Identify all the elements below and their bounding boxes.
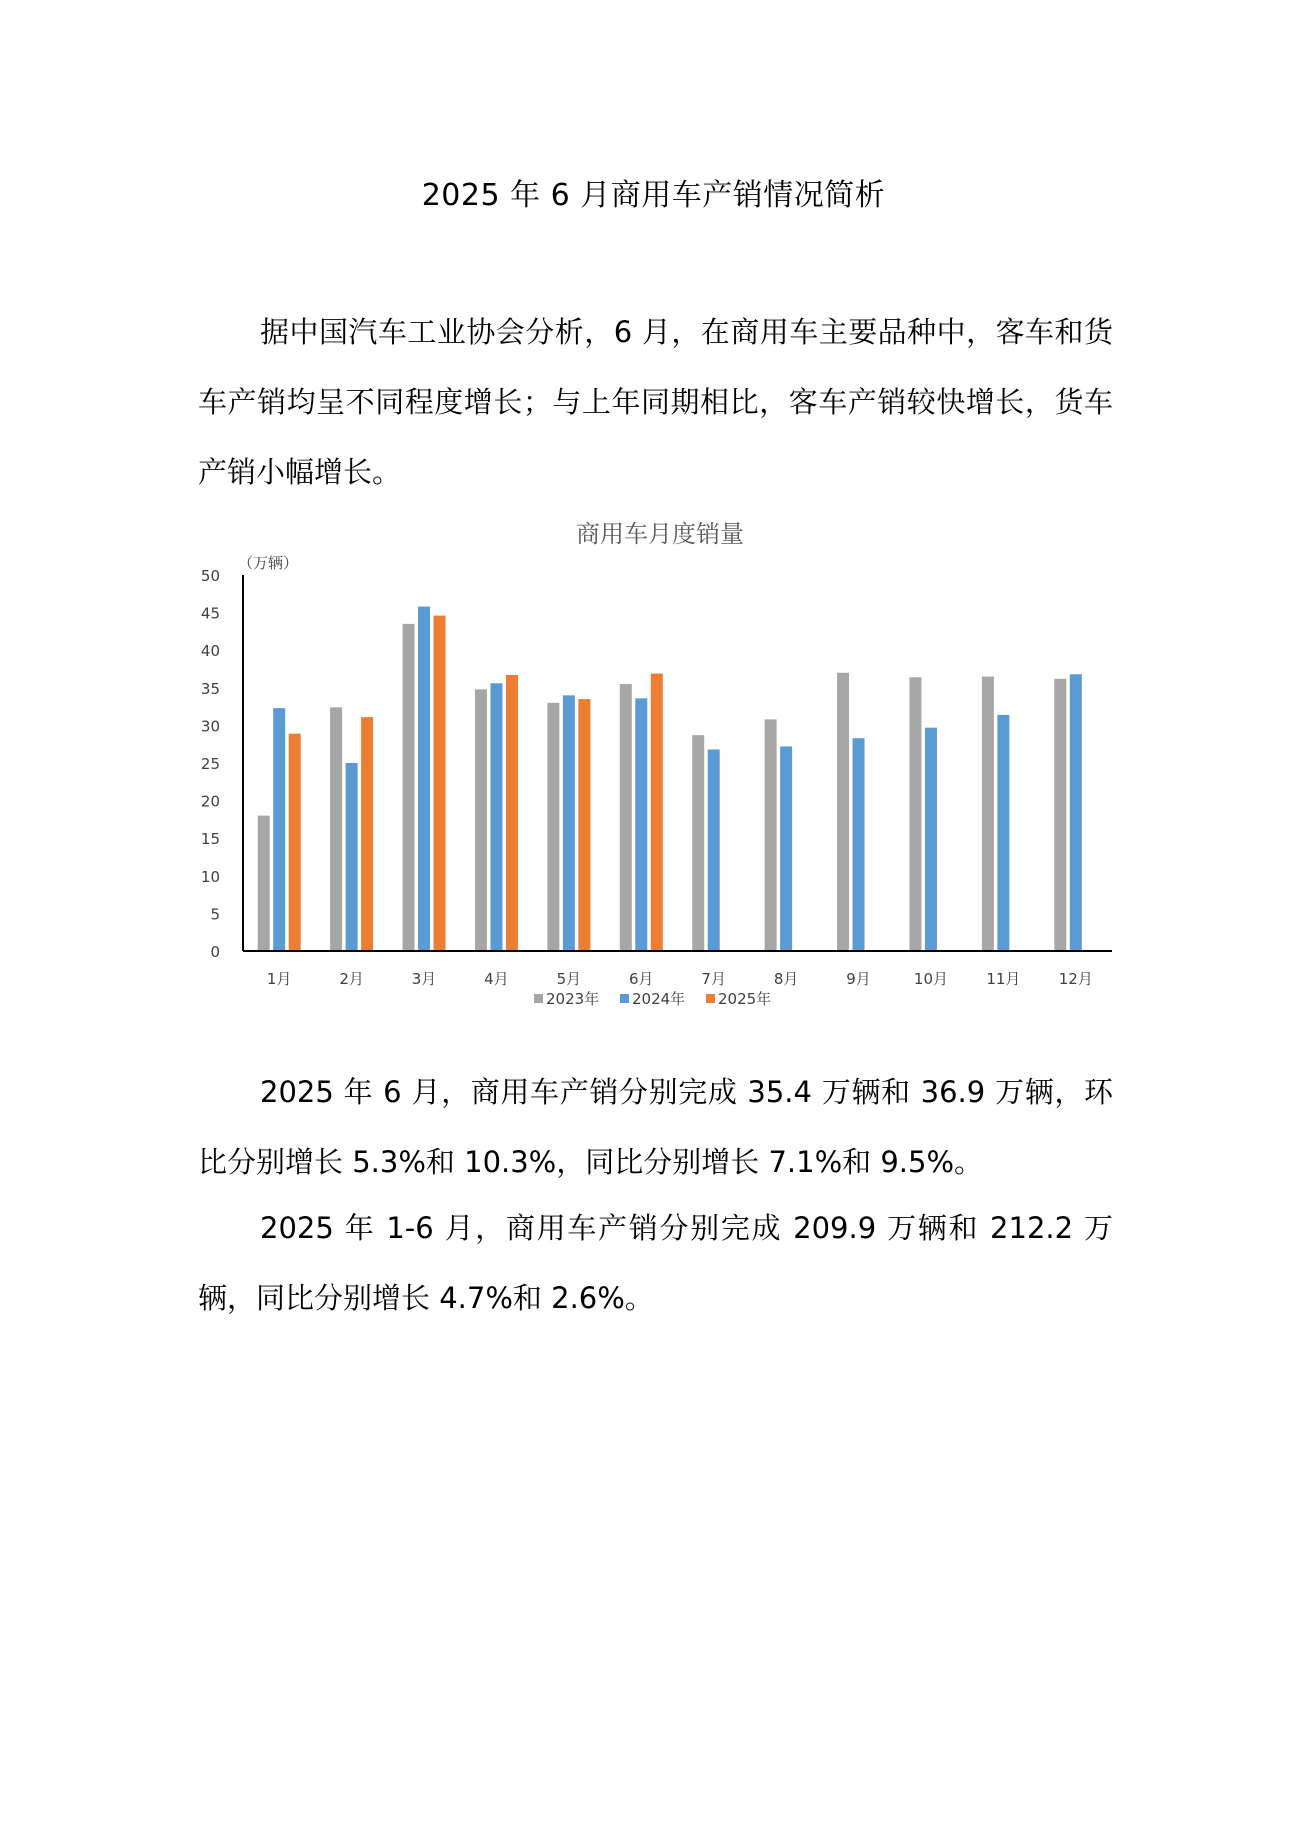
y-tick-label: 20 — [200, 792, 220, 811]
y-tick-label: 40 — [200, 642, 220, 661]
x-tick-label: 2月 — [339, 970, 364, 988]
legend-swatch — [620, 994, 629, 1003]
bar-2023年-11月 — [982, 677, 994, 951]
bar-2024年-10月 — [925, 728, 937, 951]
bar-2024年-1月 — [273, 708, 285, 951]
intro-paragraph: 据中国汽车工业协会分析，6 月，在商用车主要品种中，客车和货车产销均呈不同程度增长；与上年同期相比，客车产销较快增长，货车产销小幅增长。 — [198, 315, 1113, 489]
bar-2024年-6月 — [635, 698, 647, 951]
x-tick-label: 10月 — [913, 970, 949, 988]
chart-title: 商用车月度销量 — [576, 520, 744, 548]
bar-2024年-2月 — [346, 763, 358, 951]
y-tick-label: 10 — [200, 867, 220, 886]
bar-2023年-3月 — [403, 624, 415, 951]
x-tick-label: 11月 — [986, 970, 1021, 988]
bar-2023年-9月 — [837, 673, 849, 951]
bar-2023年-12月 — [1054, 679, 1066, 951]
y-tick-label: 5 — [210, 905, 220, 924]
legend-label: 2023年 — [546, 990, 600, 1008]
bar-2023年-2月 — [330, 707, 342, 951]
x-tick-label: 1月 — [266, 970, 292, 988]
x-tick-label: 4月 — [484, 970, 509, 988]
bar-2024年-3月 — [418, 607, 430, 951]
bar-series-group — [258, 607, 1082, 951]
y-axis-ticks — [201, 567, 220, 961]
legend-swatch — [534, 994, 543, 1003]
bar-2025年-4月 — [506, 675, 518, 951]
y-tick-label: 0 — [210, 943, 220, 961]
x-tick-label: 3月 — [411, 970, 437, 988]
x-tick-label: 5月 — [556, 970, 582, 988]
bar-2025年-6月 — [651, 674, 663, 951]
legend-label: 2025年 — [718, 990, 772, 1008]
bar-2025年-2月 — [361, 717, 373, 951]
bar-2025年-5月 — [578, 699, 590, 951]
bar-2025年-3月 — [434, 616, 446, 951]
bar-2024年-11月 — [997, 715, 1009, 951]
bar-2024年-12月 — [1070, 674, 1082, 951]
bar-2023年-6月 — [620, 684, 632, 951]
y-tick-label: 35 — [200, 679, 220, 698]
y-tick-label: 50 — [200, 567, 220, 585]
x-tick-label: 7月 — [701, 970, 726, 988]
bar-2024年-8月 — [780, 746, 792, 951]
legend-swatch — [706, 994, 715, 1003]
bar-2024年-5月 — [563, 695, 575, 951]
bar-2024年-4月 — [490, 683, 502, 951]
y-tick-label: 25 — [200, 755, 220, 773]
june-summary-paragraph: 2025 年 6 月，商用车产销分别完成 35.4 万辆和 36.9 万辆，环比分别增长 5.3%和 10.3%，同比分别增长 7.1%和 9.5%。 — [198, 1075, 1113, 1179]
x-axis-labels — [267, 970, 1093, 988]
bar-2025年-1月 — [289, 734, 301, 951]
legend-label: 2024年 — [632, 990, 686, 1008]
x-tick-label: 9月 — [846, 970, 871, 988]
bar-2023年-7月 — [692, 735, 704, 951]
bar-2024年-7月 — [708, 749, 720, 951]
x-tick-label: 12月 — [1058, 970, 1093, 988]
y-tick-label: 15 — [200, 830, 220, 849]
bar-2023年-8月 — [765, 719, 777, 951]
bar-2023年-5月 — [547, 703, 559, 951]
bar-2023年-4月 — [475, 689, 487, 951]
y-axis-unit-label: （万辆） — [238, 554, 299, 572]
half-year-summary-paragraph: 2025 年 1-6 月，商用车产销分别完成 209.9 万辆和 212.2 万辆，同比分别增长 4.7%和 2.6%。 — [198, 1211, 1113, 1315]
y-tick-label: 45 — [200, 604, 220, 623]
x-tick-label: 8月 — [773, 970, 799, 988]
bar-2024年-9月 — [853, 738, 865, 951]
chart-legend — [534, 990, 771, 1008]
x-tick-label: 6月 — [629, 970, 654, 988]
y-tick-label: 30 — [200, 717, 220, 736]
document-title: 2025 年 6 月商用车产销情况简析 — [421, 178, 886, 213]
bar-2023年-10月 — [909, 677, 921, 951]
bar-2023年-1月 — [258, 816, 270, 951]
